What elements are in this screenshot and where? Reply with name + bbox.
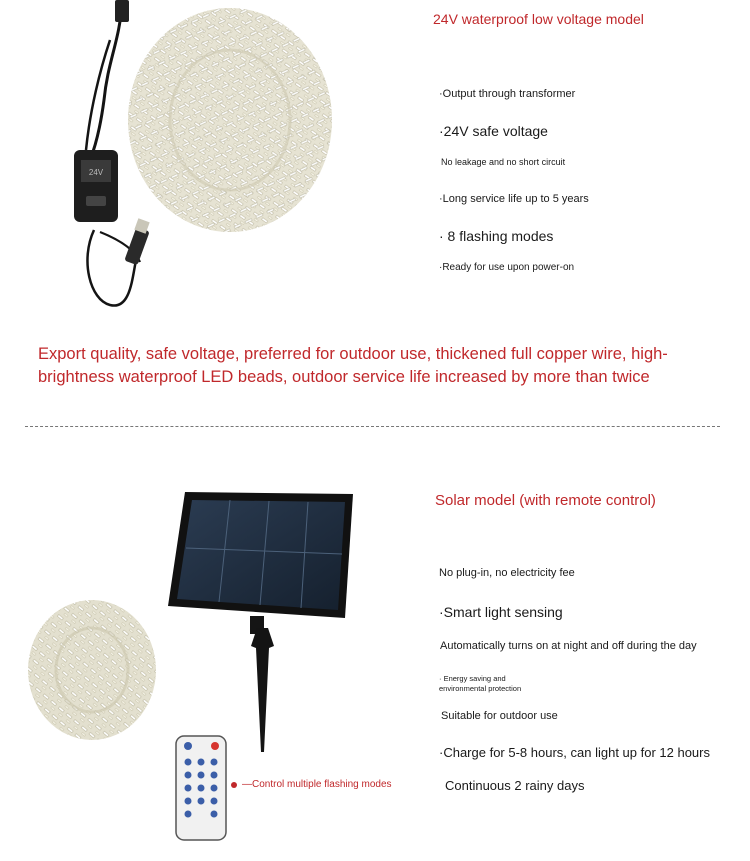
slogan-line: brightness waterproof LED beads, outdoor service life increased by more than twice — [38, 368, 650, 386]
feature-item-line: environmental protection — [439, 684, 522, 693]
remote-callout: —Control multiple flashing modes — [242, 779, 392, 790]
feature-item: ·24V safe voltage — [439, 123, 548, 139]
feature-item: Continuous 2 rainy days — [445, 778, 585, 793]
slogan-line: Export quality, safe voltage, preferred for outdoor use, thickened full copper wire, high- — [38, 345, 668, 363]
feature-item: Automatically turns on at night and off during the day — [440, 640, 697, 652]
feature-item: ·Ready for use upon power-on — [439, 262, 575, 273]
section-divider — [25, 426, 720, 427]
product-image-24v — [60, 0, 350, 320]
feature-item: · 8 flashing modes — [439, 228, 554, 244]
feature-item: No leakage and no short circuit — [441, 157, 566, 167]
feature-item: ·Long service life up to 5 years — [439, 193, 589, 205]
feature-item: Suitable for outdoor use — [441, 710, 558, 722]
feature-item-line: · Energy saving and — [439, 674, 506, 683]
feature-item: ·Smart light sensing — [439, 604, 563, 620]
section2-title: Solar model (with remote control) — [435, 492, 656, 509]
feature-item: ·Charge for 5-8 hours, can light up for 12 hours — [439, 745, 710, 760]
feature-item: No plug-in, no electricity fee — [439, 567, 575, 579]
feature-item — [439, 674, 521, 694]
feature-item: ·Output through transformer — [439, 88, 576, 100]
slogan — [38, 343, 728, 389]
adapter-label: 24V — [88, 168, 104, 177]
product-image-solar — [20, 488, 365, 860]
section1-title: 24V waterproof low voltage model — [433, 11, 644, 27]
